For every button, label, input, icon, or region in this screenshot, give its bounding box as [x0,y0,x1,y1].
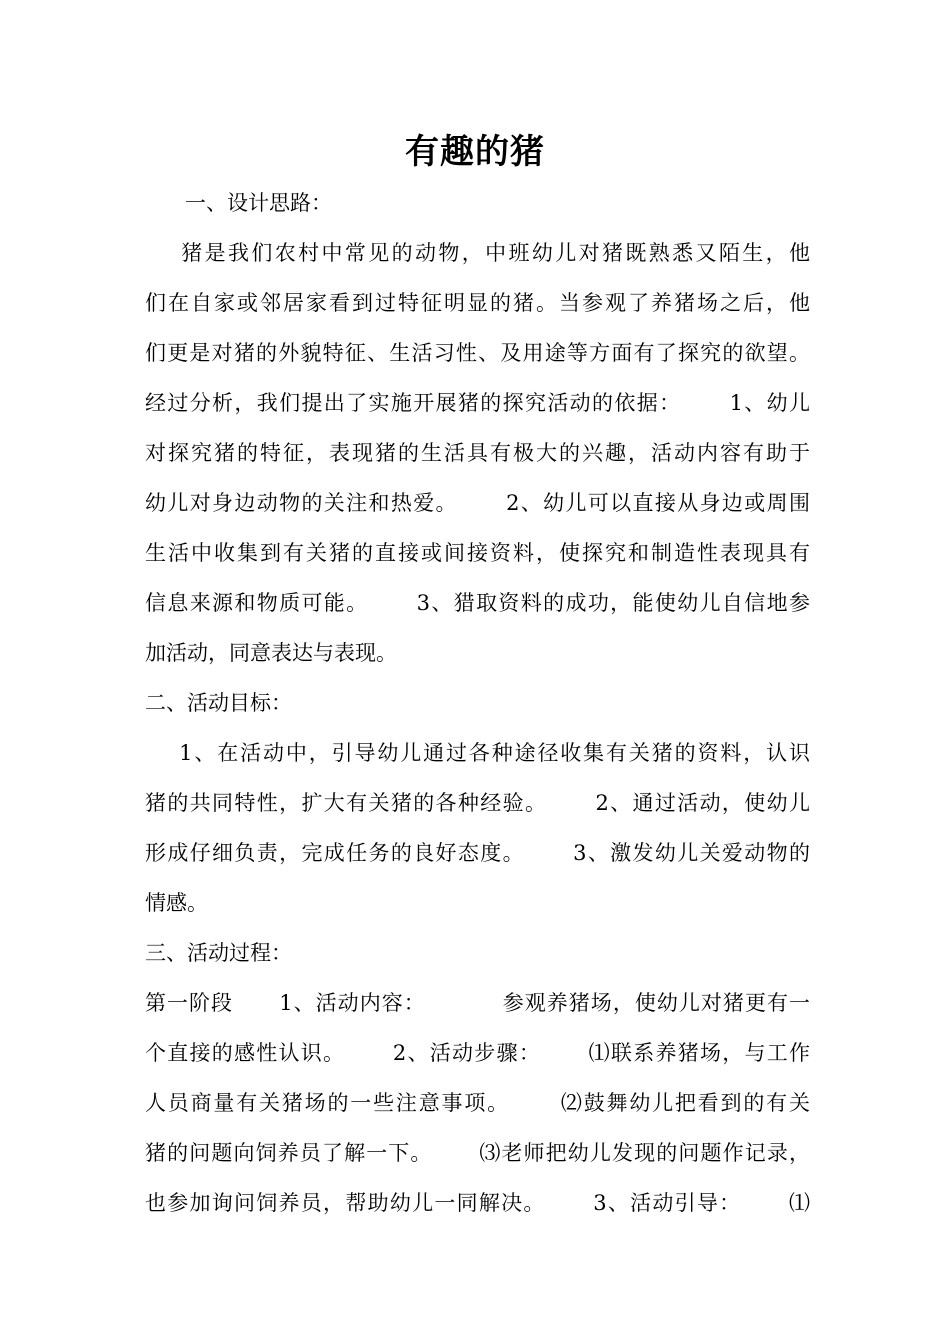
paragraph-line: 猪的问题向饲养员了解一下。 ⑶老师把幼儿发现的问题作记录， [145,1141,810,1165]
paragraph-line: 第一阶段 1、活动内容： 参观养猪场，使幼儿对猪更有一 [145,991,810,1015]
paragraph-line: 加活动，同意表达与表现。 [145,641,397,665]
paragraph-line: 形成仔细负责，完成任务的良好态度。 3、激发幼儿关爱动物的 [145,841,810,865]
paragraph-line: 猪是我们农村中常见的动物，中班幼儿对猪既熟悉又陌生，他 [145,241,810,265]
paragraph-line: 们在自家或邻居家看到过特征明显的猪。当参观了养猪场之后，他 [145,291,810,315]
paragraph-line: 1、在活动中，引导幼儿通过各种途径收集有关猪的资料，认识 [145,741,810,765]
paragraph-line: 对探究猪的特征，表现猪的生活具有极大的兴趣，活动内容有助于 [145,441,810,465]
paragraph-line: 信息来源和物质可能。 3、猎取资料的成功，能使幼儿自信地参 [145,591,810,615]
paragraph-line: 人员商量有关猪场的一些注意事项。 ⑵鼓舞幼儿把看到的有关 [145,1091,810,1115]
document-title: 有趣的猪 [405,132,545,172]
paragraph-line: 猪的共同特性，扩大有关猪的各种经验。 2、通过活动，使幼儿 [145,791,810,815]
section-heading-process: 三、活动过程： [145,941,292,965]
paragraph-line: 生活中收集到有关猪的直接或间接资料，使探究和制造性表现具有 [145,541,810,565]
paragraph-line: 情感。 [145,891,208,915]
paragraph-line: 们更是对猪的外貌特征、生活习性、及用途等方面有了探究的欲望。 [145,341,810,365]
paragraph-line: 经过分析，我们提出了实施开展猪的探究活动的依据： 1、幼儿 [145,391,810,415]
paragraph-line: 个直接的感性认识。 2、活动步骤： ⑴联系养猪场，与工作 [145,1041,810,1065]
section-heading-design-idea: 一、设计思路： [145,191,333,215]
paragraph-line: 也参加询问饲养员，帮助幼儿一同解决。 3、活动引导： ⑴ [145,1191,810,1215]
section-heading-goals: 二、活动目标： [145,691,292,715]
paragraph-line: 幼儿对身边动物的关注和热爱。 2、幼儿可以直接从身边或周围 [145,491,810,515]
